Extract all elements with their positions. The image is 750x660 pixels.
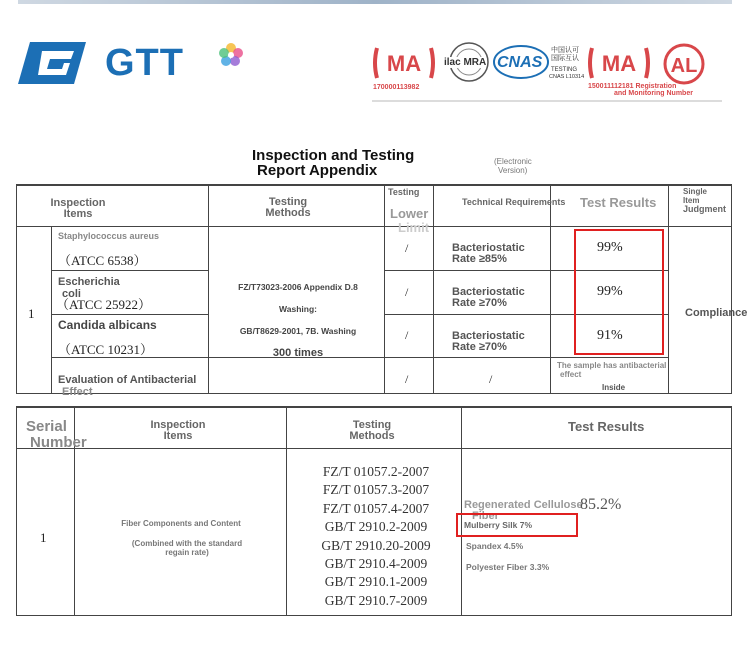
header-test-results: Test Results — [580, 195, 657, 210]
cnas-code: CNAS L10314 — [549, 74, 585, 80]
mulberry-silk: Mulberry Silk 7% — [464, 520, 533, 530]
header-divider — [372, 100, 722, 102]
header-testing-methods-2: Testing Methods — [349, 419, 395, 442]
strain-atcc-6538: （ATCC 6538） — [58, 253, 147, 268]
result-1: 99% — [597, 240, 623, 255]
spandex: Spandex 4.5% — [466, 541, 524, 551]
fiber-item: Fiber Components and Content — [121, 519, 241, 528]
svg-text:MA: MA — [386, 51, 422, 76]
result-2: 99% — [597, 284, 623, 299]
evaluation-result-2: effect — [560, 370, 582, 379]
evaluation-lower: / — [405, 372, 409, 386]
lower-limit-3: / — [405, 328, 409, 342]
regen-cellulose-label-2: Fiber — [472, 510, 499, 522]
methods-text: FZ/T73023-2006 Appendix D.8 Washing: GB/T8629-2001, 7B. Washing 300 times — [238, 282, 358, 359]
header-limit: Limit — [398, 220, 430, 235]
requirement-3: Bacteriostatic Rate ≥70% — [452, 330, 525, 353]
strain-atcc-25922: （ATCC 25922） — [56, 297, 151, 312]
result-3: 91% — [597, 328, 623, 343]
version-label: (Electronic — [494, 157, 532, 166]
header-lower: Lower — [390, 206, 429, 221]
report-title-line1: Inspection and Testing — [252, 147, 415, 164]
evaluation-req: / — [489, 372, 493, 386]
header-testing-methods: Testing Methods — [265, 196, 311, 219]
header-testing-lower: Testing — [388, 187, 420, 197]
cnas-testing-label: TESTING — [551, 67, 578, 73]
evaluation-result: The sample has antibacterial — [557, 361, 667, 370]
item-escherichia: Escherichia — [58, 276, 120, 288]
lower-limit-2: / — [405, 285, 409, 299]
regen-cellulose-value: 85.2% — [580, 496, 622, 513]
svg-text:MA: MA — [601, 51, 637, 76]
header-serial-number: Serial Number — [26, 418, 87, 451]
serial-number-1: 1 — [28, 306, 35, 321]
header-judgment: Single Item Judgment — [683, 187, 727, 214]
cal-logo-icon — [662, 42, 706, 86]
brand-name: GTT — [105, 42, 184, 84]
polyester: Polyester Fiber 3.3% — [466, 562, 550, 572]
strain-atcc-10231: （ATCC 10231） — [58, 342, 153, 357]
cnas-label: CNAS — [497, 54, 543, 71]
version-label-2: Version) — [498, 166, 528, 175]
requirement-1: Bacteriostatic Rate ≥85% — [452, 242, 525, 265]
evaluation-inside: Inside — [602, 383, 626, 392]
lower-limit-1: / — [405, 241, 409, 255]
svg-text:AL: AL — [670, 55, 698, 77]
cma-number-2-sub: and Monitoring Number — [614, 90, 693, 97]
evaluation-item-2: Effect — [62, 386, 93, 398]
cma-logo-2-icon — [588, 44, 650, 82]
judgment-value: Compliance — [685, 307, 748, 319]
header-inspection-items: Inspection Items — [50, 197, 106, 220]
cma-number-2: 150011112181 Registration — [588, 83, 677, 90]
item-candida: Candida albicans — [58, 318, 157, 332]
fiber-methods-list: FZ/T 01057.2-2007 FZ/T 01057.3-2007 FZ/T 01057.4-2007 GB/T 2910.2-2009 GB/T 2910.20-2009 GB/T 2910.4-2009 GB/T 2910.1-2009 GB/T 2910.7-2009 — [321, 464, 431, 608]
evaluation-item: Evaluation of Antibacterial — [58, 374, 197, 386]
flower-icon — [218, 42, 244, 68]
cma-logo-1-icon — [373, 44, 435, 82]
top-decorative-bar — [18, 0, 732, 4]
cnas-cn-label: 中国认可 国际互认 — [551, 47, 579, 62]
item-staphylococcus: Staphylococcus aureus — [58, 231, 160, 241]
ilac-label: ilac MRA — [444, 57, 487, 68]
header-technical-requirements: Technical Requirements — [462, 197, 566, 207]
report-title-line2: Report Appendix — [257, 162, 378, 179]
header-test-results-2: Test Results — [568, 419, 645, 434]
requirement-2: Bacteriostatic Rate ≥70% — [452, 286, 525, 309]
item-coli: coli — [62, 288, 81, 300]
serial-number-2: 1 — [40, 530, 47, 545]
fiber-item-note: (Combined with the standard regain rate) — [131, 539, 243, 557]
regen-cellulose-label: Regenerated Cellulose — [464, 499, 583, 511]
cma-number-1: 170000113982 — [373, 84, 420, 91]
header-inspection-items-2: Inspection Items — [150, 419, 206, 442]
gtt-logo-icon — [18, 42, 86, 84]
